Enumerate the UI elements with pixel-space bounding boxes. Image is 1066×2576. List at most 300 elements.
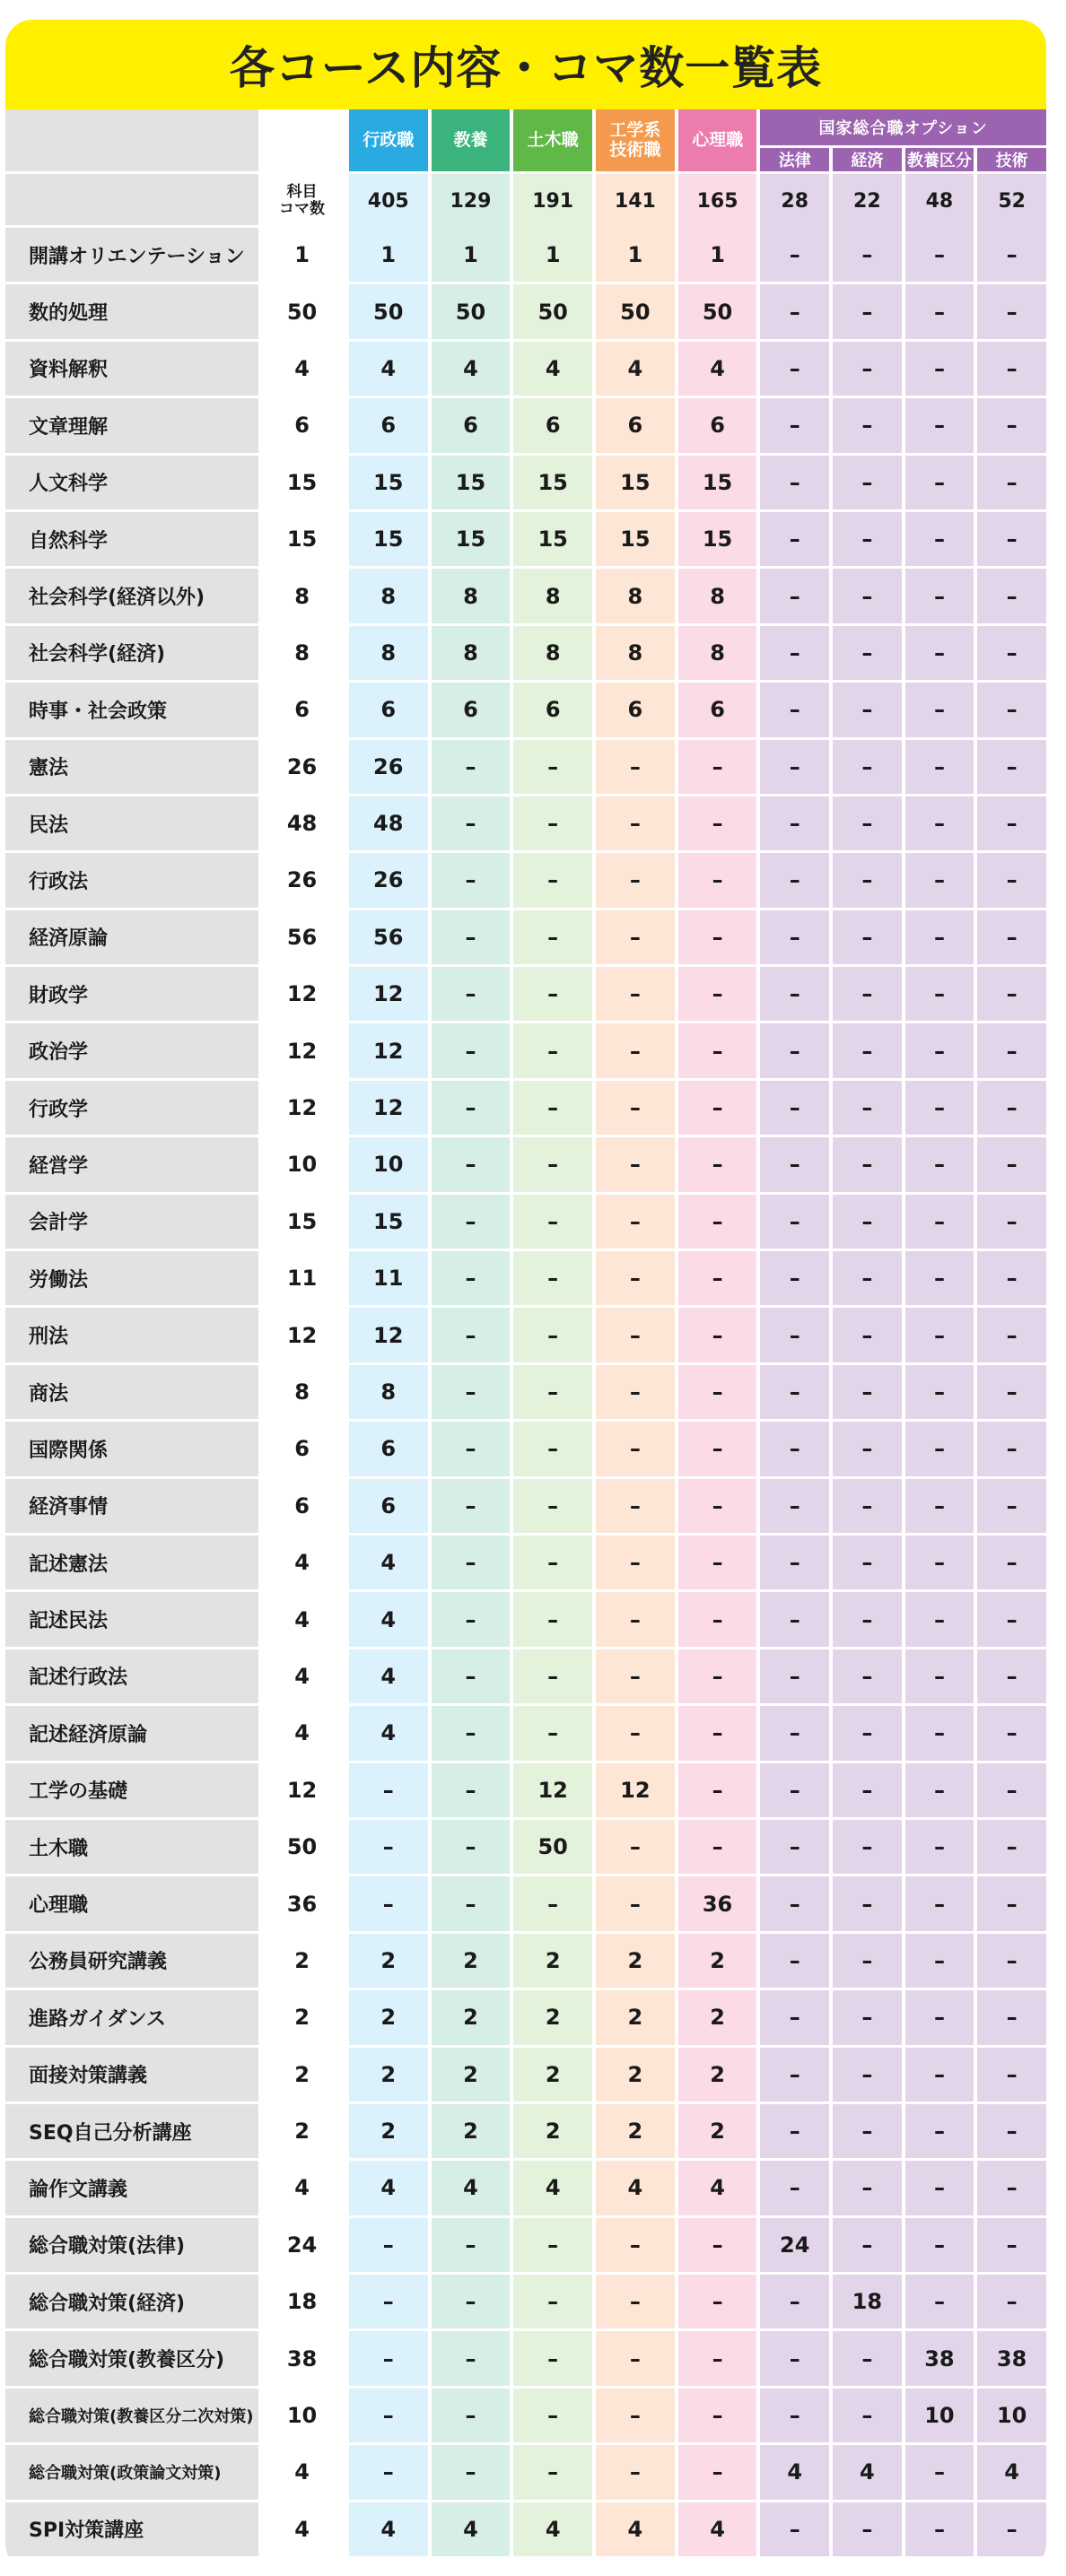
cell-shinri: 4 <box>675 342 757 398</box>
table-row <box>5 1820 1046 1876</box>
subject-name: 土木職 <box>5 1820 258 1876</box>
cell-gijutsu: – <box>974 2502 1046 2559</box>
subject-total: 10 <box>258 1137 345 1194</box>
cell-kyoyo-kubun: – <box>902 2275 974 2331</box>
cell-keizai: – <box>829 1990 902 2047</box>
cell-doboku: – <box>510 796 592 853</box>
cell-doboku: 1 <box>510 228 592 284</box>
cell-keizai: – <box>829 1763 902 1820</box>
cell-kogaku: 4 <box>592 342 675 398</box>
cell-keizai: – <box>829 284 902 341</box>
cell-gyosei: – <box>345 1820 428 1876</box>
total-horitsu: 28 <box>756 174 829 228</box>
cell-kogaku: – <box>592 1649 675 1706</box>
cell-gijutsu: – <box>974 456 1046 512</box>
cell-gyosei: 4 <box>345 342 428 398</box>
cell-gyosei: 4 <box>345 1649 428 1706</box>
cell-kogaku: – <box>592 1195 675 1251</box>
cell-gyosei: 26 <box>345 853 428 909</box>
cell-kyoyo-kubun: – <box>902 1365 974 1422</box>
cell-gyosei: 12 <box>345 1081 428 1137</box>
cell-horitsu: – <box>756 1479 829 1536</box>
table-row <box>5 1308 1046 1364</box>
cell-kyoyo-kubun: – <box>902 1820 974 1876</box>
subject-name: 数的処理 <box>5 284 258 341</box>
total-keizai: 22 <box>829 174 902 228</box>
total-kogaku: 141 <box>592 174 675 228</box>
cell-kyoyo: – <box>428 740 511 796</box>
cell-gijutsu: – <box>974 2048 1046 2104</box>
cell-kogaku: – <box>592 796 675 853</box>
course-header-shinri: 心理職 <box>675 109 757 174</box>
cell-doboku: 15 <box>510 512 592 569</box>
table-row <box>5 1934 1046 1990</box>
subject-name: 総合職対策(教養区分二次対策) <box>5 2389 258 2445</box>
cell-gijutsu: – <box>974 1990 1046 2047</box>
cell-shinri: 8 <box>675 569 757 625</box>
total-gijutsu: 52 <box>974 174 1046 228</box>
cell-kyoyo: 15 <box>428 456 511 512</box>
subject-name: 公務員研究講義 <box>5 1934 258 1990</box>
cell-kyoyo: – <box>428 2275 511 2331</box>
cell-kyoyo-kubun: – <box>902 228 974 284</box>
subject-name: 開講オリエンテーション <box>5 228 258 284</box>
subject-name: 総合職対策(政策論文対策) <box>5 2445 258 2502</box>
cell-kyoyo: – <box>428 2445 511 2502</box>
cell-horitsu: – <box>756 1081 829 1137</box>
table-row <box>5 1479 1046 1536</box>
cell-horitsu: – <box>756 1422 829 1478</box>
cell-keizai: – <box>829 2331 902 2388</box>
cell-kyoyo: – <box>428 1365 511 1422</box>
cell-kyoyo-kubun: – <box>902 512 974 569</box>
subject-total: 36 <box>258 1876 345 1933</box>
cell-shinri: 4 <box>675 2502 757 2559</box>
cell-shinri: – <box>675 1706 757 1762</box>
cell-shinri: 2 <box>675 1934 757 1990</box>
cell-shinri: – <box>675 1536 757 1592</box>
subject-name: 自然科学 <box>5 512 258 569</box>
cell-kyoyo-kubun: – <box>902 1990 974 2047</box>
cell-horitsu: – <box>756 2161 829 2217</box>
cell-kyoyo: – <box>428 1479 511 1536</box>
cell-keizai: – <box>829 1876 902 1933</box>
cell-keizai: – <box>829 342 902 398</box>
cell-horitsu: – <box>756 2275 829 2331</box>
cell-gyosei: 2 <box>345 1990 428 2047</box>
table-row <box>5 1536 1046 1592</box>
cell-gijutsu: – <box>974 910 1046 967</box>
table-row <box>5 683 1046 739</box>
cell-doboku: – <box>510 1023 592 1080</box>
cell-kogaku: – <box>592 967 675 1023</box>
cell-horitsu: – <box>756 1251 829 1308</box>
cell-kogaku: 4 <box>592 2161 675 2217</box>
cell-kyoyo-kubun: – <box>902 2502 974 2559</box>
cell-doboku: – <box>510 1195 592 1251</box>
cell-keizai: – <box>829 1251 902 1308</box>
cell-gyosei: 6 <box>345 683 428 739</box>
subject-name: 記述憲法 <box>5 1536 258 1592</box>
cell-keizai: – <box>829 1195 902 1251</box>
option-header-horitsu: 法律 <box>756 145 829 174</box>
cell-gijutsu: – <box>974 1592 1046 1649</box>
cell-keizai: – <box>829 1137 902 1194</box>
cell-gyosei: 48 <box>345 796 428 853</box>
cell-horitsu: – <box>756 2104 829 2161</box>
cell-keizai: – <box>829 1592 902 1649</box>
cell-horitsu: – <box>756 626 829 683</box>
cell-kyoyo: 4 <box>428 2502 511 2559</box>
cell-kyoyo-kubun: – <box>902 1649 974 1706</box>
cell-kyoyo: – <box>428 1081 511 1137</box>
subject-total: 4 <box>258 1706 345 1762</box>
table-row <box>5 853 1046 909</box>
cell-gijutsu: – <box>974 1934 1046 1990</box>
subject-total: 15 <box>258 512 345 569</box>
cell-shinri: – <box>675 1195 757 1251</box>
cell-keizai: – <box>829 1308 902 1364</box>
subject-total: 12 <box>258 1763 345 1820</box>
cell-kyoyo-kubun: – <box>902 284 974 341</box>
subject-total: 2 <box>258 1934 345 1990</box>
cell-horitsu: 4 <box>756 2445 829 2502</box>
table-row <box>5 2104 1046 2161</box>
subject-total: 18 <box>258 2275 345 2331</box>
subject-name: 憲法 <box>5 740 258 796</box>
cell-kogaku: – <box>592 1706 675 1762</box>
course-header-gyosei: 行政職 <box>345 109 428 174</box>
cell-gyosei: 12 <box>345 1023 428 1080</box>
cell-horitsu: – <box>756 1706 829 1762</box>
cell-shinri: – <box>675 1081 757 1137</box>
cell-kyoyo: 4 <box>428 2161 511 2217</box>
cell-gyosei: 4 <box>345 1592 428 1649</box>
cell-kyoyo-kubun: – <box>902 1081 974 1137</box>
cell-gijutsu: – <box>974 796 1046 853</box>
cell-kogaku: 15 <box>592 512 675 569</box>
cell-kyoyo-kubun: – <box>902 796 974 853</box>
subject-name: 商法 <box>5 1365 258 1422</box>
subject-name: 刑法 <box>5 1308 258 1364</box>
cell-kogaku: – <box>592 1422 675 1478</box>
cell-horitsu: – <box>756 853 829 909</box>
course-table <box>5 109 1046 2559</box>
cell-gijutsu: – <box>974 569 1046 625</box>
cell-kogaku: – <box>592 1137 675 1194</box>
cell-kogaku: – <box>592 2445 675 2502</box>
cell-shinri: – <box>675 2218 757 2275</box>
cell-gyosei: – <box>345 2331 428 2388</box>
cell-doboku: – <box>510 967 592 1023</box>
cell-doboku: – <box>510 1876 592 1933</box>
option-header-kyoyo-kubun: 教養区分 <box>902 145 974 174</box>
table-row <box>5 342 1046 398</box>
cell-doboku: – <box>510 2218 592 2275</box>
cell-shinri: – <box>675 1763 757 1820</box>
cell-kyoyo: 8 <box>428 626 511 683</box>
cell-doboku: – <box>510 1649 592 1706</box>
cell-kyoyo: – <box>428 1251 511 1308</box>
subject-total: 26 <box>258 853 345 909</box>
cell-doboku: 6 <box>510 398 592 455</box>
subject-name: 論作文講義 <box>5 2161 258 2217</box>
table-row <box>5 910 1046 967</box>
cell-keizai: – <box>829 1365 902 1422</box>
subject-total: 4 <box>258 1649 345 1706</box>
cell-kyoyo: – <box>428 1536 511 1592</box>
cell-doboku: – <box>510 1251 592 1308</box>
subject-total: 12 <box>258 1023 345 1080</box>
cell-kyoyo-kubun: – <box>902 1876 974 1933</box>
cell-horitsu: – <box>756 967 829 1023</box>
subject-total: 12 <box>258 1308 345 1364</box>
cell-shinri: – <box>675 2389 757 2445</box>
subject-name: 政治学 <box>5 1023 258 1080</box>
cell-gijutsu: – <box>974 1365 1046 1422</box>
cell-gijutsu: – <box>974 1023 1046 1080</box>
cell-kogaku: – <box>592 740 675 796</box>
total-kyoyo: 129 <box>428 174 511 228</box>
cell-keizai: – <box>829 626 902 683</box>
cell-kogaku: 12 <box>592 1763 675 1820</box>
cell-gyosei: 56 <box>345 910 428 967</box>
cell-keizai: – <box>829 512 902 569</box>
cell-shinri: – <box>675 853 757 909</box>
cell-keizai: – <box>829 569 902 625</box>
cell-keizai: – <box>829 796 902 853</box>
cell-shinri: – <box>675 2331 757 2388</box>
subject-total: 38 <box>258 2331 345 2388</box>
cell-horitsu: – <box>756 456 829 512</box>
subject-name: 経済事情 <box>5 1479 258 1536</box>
cell-gyosei: 12 <box>345 1308 428 1364</box>
cell-kyoyo-kubun: – <box>902 1592 974 1649</box>
cell-kyoyo-kubun: – <box>902 1479 974 1536</box>
cell-gyosei: 6 <box>345 398 428 455</box>
table-row <box>5 967 1046 1023</box>
cell-kyoyo: – <box>428 1763 511 1820</box>
cell-keizai: – <box>829 2048 902 2104</box>
option-header-gijutsu: 技術 <box>974 145 1046 174</box>
cell-gyosei: 8 <box>345 1365 428 1422</box>
cell-kyoyo-kubun: – <box>902 740 974 796</box>
cell-kyoyo: – <box>428 1023 511 1080</box>
cell-gijutsu: – <box>974 512 1046 569</box>
cell-horitsu: – <box>756 740 829 796</box>
cell-kyoyo-kubun: – <box>902 2445 974 2502</box>
cell-horitsu: – <box>756 1649 829 1706</box>
cell-shinri: 8 <box>675 626 757 683</box>
subject-total: 15 <box>258 456 345 512</box>
cell-doboku: 2 <box>510 2104 592 2161</box>
cell-kogaku: – <box>592 1308 675 1364</box>
cell-keizai: – <box>829 2389 902 2445</box>
table-row <box>5 1081 1046 1137</box>
cell-kyoyo-kubun: – <box>902 2104 974 2161</box>
cell-kyoyo-kubun: – <box>902 398 974 455</box>
subject-total: 4 <box>258 1592 345 1649</box>
cell-horitsu: – <box>756 228 829 284</box>
table-row <box>5 1649 1046 1706</box>
subject-total: 48 <box>258 796 345 853</box>
table-row <box>5 740 1046 796</box>
cell-horitsu: 24 <box>756 2218 829 2275</box>
cell-horitsu: – <box>756 683 829 739</box>
cell-kyoyo: – <box>428 1592 511 1649</box>
cell-horitsu: – <box>756 1990 829 2047</box>
cell-kogaku: – <box>592 1479 675 1536</box>
cell-gyosei: 50 <box>345 284 428 341</box>
subject-total: 6 <box>258 1479 345 1536</box>
cell-doboku: – <box>510 2445 592 2502</box>
cell-doboku: – <box>510 1422 592 1478</box>
subject-total: 11 <box>258 1251 345 1308</box>
cell-shinri: – <box>675 910 757 967</box>
cell-shinri: – <box>675 1820 757 1876</box>
cell-shinri: – <box>675 967 757 1023</box>
cell-doboku: – <box>510 2331 592 2388</box>
cell-horitsu: – <box>756 1876 829 1933</box>
cell-keizai: – <box>829 2502 902 2559</box>
table-row <box>5 2048 1046 2104</box>
cell-gyosei: 6 <box>345 1479 428 1536</box>
subject-name: 総合職対策(法律) <box>5 2218 258 2275</box>
cell-gijutsu: – <box>974 1876 1046 1933</box>
cell-doboku: – <box>510 1081 592 1137</box>
cell-shinri: – <box>675 2445 757 2502</box>
cell-kyoyo-kubun: – <box>902 1536 974 1592</box>
cell-keizai: – <box>829 1422 902 1478</box>
cell-kyoyo-kubun: – <box>902 910 974 967</box>
cell-kyoyo: – <box>428 1137 511 1194</box>
total-kyoyo-kubun: 48 <box>902 174 974 228</box>
table-row <box>5 1137 1046 1194</box>
cell-horitsu: – <box>756 284 829 341</box>
subject-total: 24 <box>258 2218 345 2275</box>
cell-shinri: 2 <box>675 2104 757 2161</box>
cell-gyosei: – <box>345 2445 428 2502</box>
cell-horitsu: – <box>756 569 829 625</box>
cell-keizai: – <box>829 228 902 284</box>
cell-keizai: – <box>829 683 902 739</box>
cell-gijutsu: – <box>974 1763 1046 1820</box>
cell-doboku: 2 <box>510 1934 592 1990</box>
cell-kyoyo: 2 <box>428 2104 511 2161</box>
cell-kyoyo-kubun: – <box>902 1251 974 1308</box>
total-doboku: 191 <box>510 174 592 228</box>
cell-kogaku: – <box>592 853 675 909</box>
cell-kogaku: 2 <box>592 2048 675 2104</box>
cell-shinri: – <box>675 796 757 853</box>
cell-gijutsu: – <box>974 2104 1046 2161</box>
cell-shinri: – <box>675 1592 757 1649</box>
cell-keizai: – <box>829 1706 902 1762</box>
cell-shinri: 15 <box>675 456 757 512</box>
cell-gyosei: 8 <box>345 569 428 625</box>
cell-kyoyo: – <box>428 1876 511 1933</box>
cell-kyoyo: – <box>428 853 511 909</box>
cell-kyoyo-kubun: – <box>902 853 974 909</box>
cell-keizai: – <box>829 1820 902 1876</box>
cell-shinri: 36 <box>675 1876 757 1933</box>
cell-kyoyo: – <box>428 796 511 853</box>
table-row <box>5 456 1046 512</box>
cell-shinri: 6 <box>675 398 757 455</box>
cell-gijutsu: – <box>974 683 1046 739</box>
subject-name: 時事・社会政策 <box>5 683 258 739</box>
table-row <box>5 1706 1046 1762</box>
cell-kogaku: 50 <box>592 284 675 341</box>
subject-total: 50 <box>258 1820 345 1876</box>
cell-keizai: – <box>829 1649 902 1706</box>
table-row <box>5 284 1046 341</box>
cell-gyosei: 26 <box>345 740 428 796</box>
cell-kogaku: 8 <box>592 569 675 625</box>
table-row <box>5 1990 1046 2047</box>
subject-name: 記述行政法 <box>5 1649 258 1706</box>
cell-horitsu: – <box>756 1592 829 1649</box>
cell-gijutsu: – <box>974 2218 1046 2275</box>
cell-kyoyo-kubun: – <box>902 1934 974 1990</box>
subject-name: 行政学 <box>5 1081 258 1137</box>
cell-kyoyo: – <box>428 910 511 967</box>
cell-kyoyo-kubun: – <box>902 2218 974 2275</box>
cell-kogaku: – <box>592 1592 675 1649</box>
cell-gyosei: 6 <box>345 1422 428 1478</box>
course-header-kogaku: 工学系 技術職 <box>592 109 675 174</box>
cell-kyoyo-kubun: – <box>902 2048 974 2104</box>
cell-kogaku: – <box>592 1876 675 1933</box>
cell-gyosei: 2 <box>345 1934 428 1990</box>
subject-name: 心理職 <box>5 1876 258 1933</box>
cell-keizai: 18 <box>829 2275 902 2331</box>
subject-name: 経営学 <box>5 1137 258 1194</box>
totals-row-blank <box>5 174 258 228</box>
option-header-keizai: 経済 <box>829 145 902 174</box>
cell-doboku: – <box>510 1592 592 1649</box>
cell-shinri: 50 <box>675 284 757 341</box>
cell-shinri: – <box>675 1479 757 1536</box>
cell-gijutsu: – <box>974 1137 1046 1194</box>
cell-kyoyo-kubun: – <box>902 1706 974 1762</box>
cell-kyoyo: – <box>428 1195 511 1251</box>
table-row <box>5 228 1046 284</box>
subject-name: SPI対策講座 <box>5 2502 258 2559</box>
cell-shinri: – <box>675 1251 757 1308</box>
cell-shinri: 2 <box>675 2048 757 2104</box>
subject-name: 労働法 <box>5 1251 258 1308</box>
subject-total: 8 <box>258 626 345 683</box>
cell-horitsu: – <box>756 796 829 853</box>
cell-doboku: 2 <box>510 1990 592 2047</box>
subject-total: 26 <box>258 740 345 796</box>
cell-doboku: 50 <box>510 1820 592 1876</box>
cell-doboku: 15 <box>510 456 592 512</box>
cell-kyoyo-kubun: – <box>902 569 974 625</box>
cell-horitsu: – <box>756 1308 829 1364</box>
cell-keizai: – <box>829 2218 902 2275</box>
cell-horitsu: – <box>756 2331 829 2388</box>
cell-kogaku: – <box>592 1365 675 1422</box>
cell-kyoyo-kubun: – <box>902 626 974 683</box>
header-total-blank <box>258 109 345 174</box>
cell-kogaku: 1 <box>592 228 675 284</box>
cell-gyosei: 2 <box>345 2048 428 2104</box>
cell-kogaku: 6 <box>592 683 675 739</box>
cell-kyoyo: 2 <box>428 1990 511 2047</box>
cell-kyoyo: 2 <box>428 1934 511 1990</box>
